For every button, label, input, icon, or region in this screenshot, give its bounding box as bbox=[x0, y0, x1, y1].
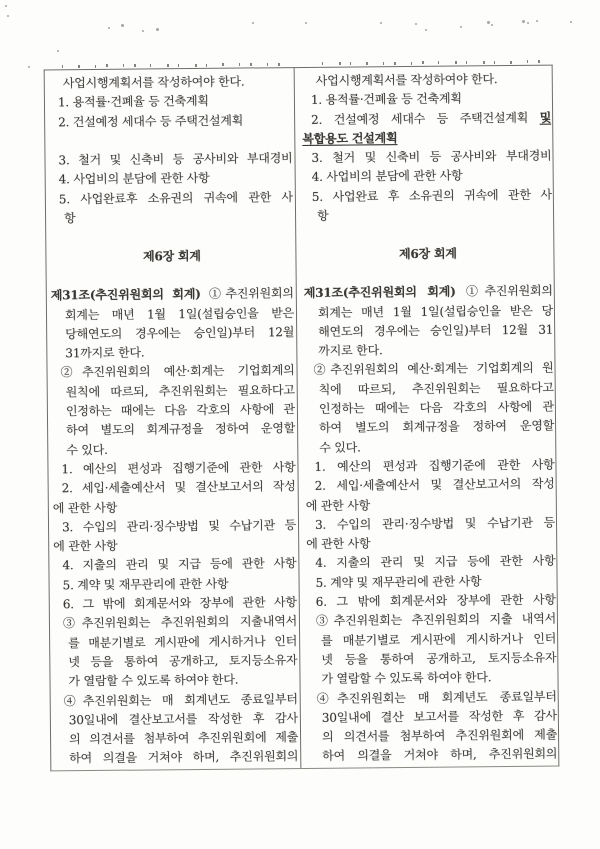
text-run: 하여 의결을 거쳐야 하며, 추진위원회의 bbox=[69, 749, 299, 766]
text-line bbox=[305, 436, 554, 458]
scan-artifact-tick bbox=[366, 62, 368, 65]
text-run: 회계는 매년 1월 1일(설립승인을 받은 당 bbox=[317, 303, 554, 320]
text-run: 1. 용적률·건폐율 등 건축계획 bbox=[310, 91, 462, 108]
text-run: 6. 그 밖에 회계문서와 장부에 관한 사항 bbox=[315, 592, 556, 609]
scan-artifact-tick bbox=[123, 64, 124, 67]
text-line bbox=[307, 610, 556, 632]
text-line bbox=[306, 513, 555, 535]
text-run: 5. 사업완료 후 소유권의 귀속에 관한 사 bbox=[311, 187, 552, 204]
text-line bbox=[303, 185, 552, 207]
scan-speckle bbox=[522, 20, 525, 23]
text-run: 2. 건설예정 세대수 등 주택건설계획 bbox=[58, 113, 244, 129]
text-line bbox=[53, 497, 296, 519]
text-line bbox=[54, 632, 297, 654]
text-run: 수 있다. bbox=[66, 442, 108, 457]
text-run: 제31조(추진위원회의 회계) bbox=[50, 287, 201, 303]
text-run: 까지로 한다. bbox=[318, 343, 383, 358]
scan-artifact-tick bbox=[510, 61, 512, 64]
text-run: 회계는 매년 1월 1일(설립승인을 받은 bbox=[64, 305, 295, 322]
scan-speckle bbox=[487, 21, 490, 24]
scan-artifact-tick bbox=[178, 64, 179, 67]
text-run: 칙에 따르되, 추진위원회는 필요하다고 bbox=[318, 380, 554, 397]
text-line bbox=[304, 320, 553, 342]
text-line bbox=[306, 552, 555, 574]
scan-artifact-tick bbox=[350, 62, 351, 65]
text-run: 3. 철거 및 신축비 등 공사비와 부대경비 bbox=[58, 151, 293, 168]
scan-artifact-tick bbox=[538, 60, 540, 63]
text-run: 하여 의결을 거쳐야 하며, 추진위원회의 bbox=[322, 746, 558, 764]
text-run: 에 관한 사항 bbox=[53, 538, 118, 554]
text-run: 에 관한 사항 bbox=[305, 497, 371, 513]
scan-artifact-tick bbox=[95, 65, 96, 68]
text-line bbox=[52, 400, 295, 422]
scan-speckle bbox=[570, 21, 572, 23]
text-line bbox=[307, 648, 556, 670]
scan-artifact-tick bbox=[494, 61, 495, 64]
text-line bbox=[49, 72, 292, 94]
text-line bbox=[308, 687, 557, 709]
scan-speckle bbox=[156, 28, 159, 31]
text-run: 가 열람할 수 있도록 하여야 한다. bbox=[321, 670, 492, 687]
text-run: 에 관한 사항 bbox=[306, 536, 371, 552]
text-run: ④추진위원회는 매 회계년도 종료일부터 bbox=[63, 691, 298, 708]
text-line bbox=[308, 706, 557, 728]
text-run: 항 bbox=[64, 211, 76, 226]
scan-artifact-tick bbox=[150, 64, 151, 67]
text-run: 사업시행계획서를 작성하여야 한다. bbox=[315, 72, 498, 88]
text-line bbox=[306, 533, 555, 555]
text-line bbox=[305, 378, 554, 400]
text-line bbox=[51, 304, 294, 326]
text-line bbox=[302, 70, 551, 92]
text-run: 항 bbox=[316, 208, 329, 223]
chapter-heading bbox=[50, 246, 293, 268]
text-run: 4. 사업비의 분담에 관한 사항 bbox=[311, 168, 463, 185]
blank-line bbox=[51, 265, 294, 287]
text-line bbox=[52, 439, 295, 461]
scan-artifact-tick bbox=[455, 61, 457, 64]
text-line bbox=[302, 147, 551, 169]
text-line bbox=[49, 111, 292, 133]
scan-artifact-tick bbox=[339, 62, 341, 65]
text-line bbox=[54, 612, 297, 634]
text-run: ①추진위원회의 bbox=[455, 283, 553, 299]
scan-speckle bbox=[305, 22, 307, 24]
text-run: 1. 용적률·건폐율 등 건축계획 bbox=[57, 94, 209, 110]
text-run: 2. 건설예정 세대수 등 주택건설계획 bbox=[311, 110, 540, 127]
text-line bbox=[55, 747, 298, 769]
text-run: 의 의견서를 첨부하여 추진위원회에 제출 bbox=[69, 730, 299, 747]
left-column bbox=[45, 68, 302, 770]
scan-artifact-tick bbox=[483, 61, 485, 64]
scan-speckle bbox=[57, 50, 59, 52]
text-line bbox=[304, 359, 553, 381]
text-run: 4. 지출의 관리 및 지급 등에 관한 사항 bbox=[62, 556, 297, 573]
text-line bbox=[306, 475, 555, 497]
text-run: 넷 등을 통하여 공개하고, 토지등소유자 bbox=[321, 650, 557, 667]
scan-speckle bbox=[415, 23, 417, 25]
text-run: 원칙에 따르되, 추진위원회는 필요하다고 bbox=[65, 382, 295, 400]
text-run: 6. 그 밖에 회계문서와 장부에 관한 사항 bbox=[62, 595, 297, 612]
text-run: 하여 별도의 회계규정을 정하여 운영할 bbox=[319, 418, 555, 436]
scan-artifact-tick bbox=[78, 65, 80, 68]
scan-artifact-tick bbox=[134, 64, 136, 67]
text-line bbox=[54, 670, 297, 692]
text-line bbox=[306, 494, 555, 516]
text-line bbox=[54, 651, 297, 673]
text-run: 2. 세입·세출예산서 및 결산보고서의 작성 bbox=[61, 479, 296, 496]
text-line bbox=[52, 381, 295, 403]
text-run: 사업시행계획서를 작성하여야 한다. bbox=[62, 74, 245, 91]
text-line bbox=[305, 398, 554, 420]
text-run: 에 관한 사항 bbox=[52, 500, 118, 515]
text-line bbox=[51, 342, 294, 364]
text-run: 의 의견서를 첨부하여 추진위원회에 제출 bbox=[321, 727, 558, 744]
text-run: 당해연도의 경우에는 승인일)부터 12월 bbox=[65, 324, 295, 342]
scan-speckle bbox=[527, 22, 529, 24]
text-line bbox=[302, 89, 551, 111]
text-run: 인정하는 때에는 다음 각호의 사항에 관 bbox=[318, 399, 554, 416]
text-run: 제6장 회계 bbox=[399, 246, 457, 261]
scan-artifact-tick bbox=[438, 61, 439, 64]
text-run: ③추진위원회는 추진위원회의 지출 내역서 bbox=[315, 611, 557, 629]
text-run: 를 매분기별로 게시판에 게시하거나 인터 bbox=[321, 631, 557, 648]
text-line bbox=[52, 458, 295, 480]
text-line bbox=[51, 323, 294, 345]
scan-artifact-tick bbox=[394, 62, 396, 65]
text-line bbox=[306, 571, 555, 593]
blank-line bbox=[50, 226, 293, 248]
text-run: 를 매분기별로 게시판에 게시하거나 인터 bbox=[68, 633, 298, 650]
blank-line bbox=[304, 263, 553, 285]
scan-speckle bbox=[142, 30, 144, 32]
text-line bbox=[55, 728, 298, 750]
text-line bbox=[304, 282, 553, 304]
text-run: 수 있다. bbox=[319, 440, 361, 455]
scan-artifact-tick bbox=[383, 62, 384, 65]
scan-speckle bbox=[536, 20, 538, 22]
text-line bbox=[50, 169, 293, 191]
text-run: 30일내에 결산보고서를 작성한 후 감사 bbox=[68, 710, 298, 728]
comparison-table bbox=[44, 65, 560, 772]
text-run: ②추진위원회의 예산·회계는 기업회계의 원 bbox=[313, 361, 554, 378]
scan-artifact-tick bbox=[222, 63, 224, 66]
text-line bbox=[53, 516, 296, 538]
text-line bbox=[307, 591, 556, 613]
text-line bbox=[52, 419, 295, 441]
text-run: 3. 수입의 관리·징수방법 및 수납기관 등 bbox=[314, 515, 556, 532]
text-line bbox=[304, 301, 553, 323]
blank-line bbox=[303, 224, 552, 246]
scan-artifact-tick bbox=[206, 64, 207, 67]
text-line bbox=[49, 149, 292, 171]
text-run: 2. 세입·세출예산서 및 결산보고서의 작성 bbox=[314, 476, 555, 494]
text-line bbox=[303, 166, 552, 188]
scan-artifact-tick bbox=[195, 64, 197, 67]
text-line bbox=[50, 188, 293, 210]
scan-speckle bbox=[5, 5, 7, 7]
scan-speckle bbox=[7, 15, 9, 17]
amended-text: 및 bbox=[539, 110, 552, 125]
text-run: 제6장 회계 bbox=[143, 248, 201, 264]
text-line bbox=[53, 535, 296, 557]
scan-speckle bbox=[460, 26, 462, 28]
text-run: ①추진위원회의 bbox=[200, 286, 294, 302]
text-run: 하여 별도의 회계규정을 정하여 운영할 bbox=[66, 421, 296, 438]
text-run: 1. 예산의 편성과 집행기준에 관한 사항 bbox=[314, 457, 555, 474]
text-line bbox=[302, 127, 551, 149]
text-run: 가 열람할 수 있도록 하여야 한다. bbox=[68, 672, 239, 689]
text-run: 5. 계약 및 재무관리에 관한 사항 bbox=[315, 573, 482, 590]
text-run: 1. 예산의 편성과 집행기준에 관한 사항 bbox=[61, 459, 296, 477]
text-run: 3. 철거 및 신축비 등 공사비와 부대경비 bbox=[311, 148, 552, 166]
blank-line bbox=[49, 130, 292, 152]
text-run: 해연도의 경우에는 승인일)부터 12월 31 bbox=[318, 322, 554, 339]
text-line bbox=[54, 593, 297, 615]
text-line bbox=[305, 417, 554, 439]
amended-text: 복합용도 건설계획 bbox=[302, 130, 398, 146]
scan-artifact-tick bbox=[106, 64, 108, 67]
scan-artifact-tick bbox=[278, 63, 280, 66]
text-line bbox=[307, 668, 556, 690]
text-line bbox=[305, 456, 554, 478]
text-line bbox=[307, 629, 556, 651]
text-line bbox=[53, 554, 296, 576]
text-run: 제31조(추진위원회의 회계) bbox=[303, 284, 456, 301]
text-line bbox=[49, 91, 292, 113]
scan-speckle bbox=[121, 24, 124, 27]
scan-artifact-tick bbox=[422, 61, 424, 64]
text-run: 인정하는 때에는 다음 각호의 사항에 관 bbox=[65, 402, 295, 419]
scan-speckle bbox=[108, 27, 110, 29]
text-run: 30일내에 결산 보고서를 작성한 후 감사 bbox=[321, 708, 557, 725]
scan-artifact-tick bbox=[466, 61, 467, 64]
text-run: 4. 사업비의 분담에 관한 사항 bbox=[58, 171, 210, 187]
scan-artifact-tick bbox=[239, 63, 240, 66]
chapter-heading bbox=[303, 243, 552, 265]
text-line bbox=[55, 709, 298, 731]
text-run: ②추진위원회의 예산·회계는 기업회계의 bbox=[60, 363, 295, 380]
scan-artifact-tick bbox=[411, 62, 412, 65]
text-run: 5. 사업완료후 소유권의 귀속에 관한 사 bbox=[58, 189, 293, 207]
text-run: 3. 수입의 관리·징수방법 및 수납기관 등 bbox=[61, 517, 297, 535]
text-line bbox=[308, 726, 557, 748]
right-column bbox=[295, 66, 559, 768]
scan-speckle bbox=[28, 66, 30, 68]
scan-speckle bbox=[252, 22, 254, 24]
text-line bbox=[304, 340, 553, 362]
scan-speckle bbox=[380, 22, 382, 24]
text-line bbox=[51, 284, 294, 306]
scan-artifact-tick bbox=[250, 63, 252, 66]
text-run: 5. 계약 및 재무관리에 관한 사항 bbox=[62, 576, 229, 593]
scan-artifact-tick bbox=[167, 64, 169, 67]
text-run: ④추진위원회는 매 회계년도 종료일부터 bbox=[316, 689, 557, 706]
text-run: 넷 등을 통하여 공개하고, 토지등소유자 bbox=[68, 652, 298, 670]
text-line bbox=[302, 108, 551, 130]
scan-speckle bbox=[425, 29, 427, 31]
text-line bbox=[55, 690, 298, 712]
text-run: 4. 지출의 관리 및 지급 등에 관한 사항 bbox=[315, 553, 556, 571]
text-line bbox=[308, 745, 557, 767]
text-run: 31까지로 한다. bbox=[65, 345, 145, 361]
text-line bbox=[50, 207, 293, 229]
scan-artifact-tick bbox=[527, 60, 528, 63]
text-line bbox=[51, 362, 294, 384]
scan-artifact-tick bbox=[267, 63, 268, 66]
text-line bbox=[54, 574, 297, 596]
scan-artifact-tick bbox=[322, 62, 323, 65]
scan-speckle bbox=[491, 24, 493, 26]
text-line bbox=[303, 205, 552, 227]
text-run: ③추진위원회는 추진위원회의 지출내역서 bbox=[62, 614, 298, 631]
scan-artifact-tick bbox=[62, 65, 63, 68]
text-line bbox=[53, 477, 296, 499]
